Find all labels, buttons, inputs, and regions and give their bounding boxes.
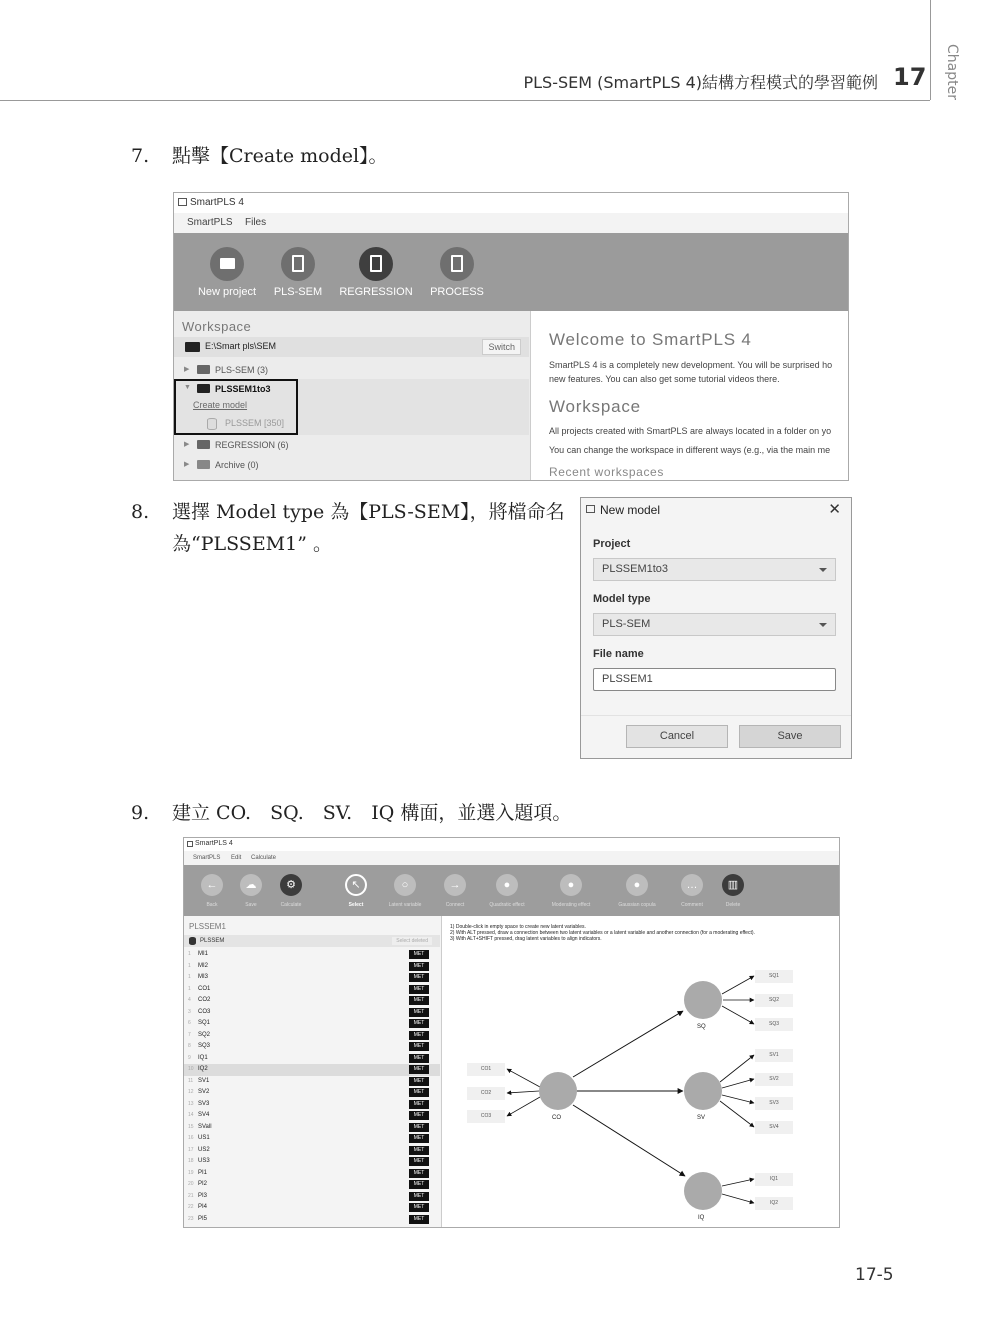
- step-8-text-line-1: 選擇 Model type 為【PLS-SEM】，將檔命名: [172, 501, 565, 523]
- indicator-name: PI5: [198, 1215, 208, 1222]
- smartpls-home-screenshot: [173, 192, 849, 481]
- indicator-index: 17: [188, 1146, 194, 1153]
- indicator-index: 15: [188, 1123, 194, 1130]
- met-badge: MET: [409, 1123, 429, 1132]
- expand-arrow-icon[interactable]: ▶: [184, 366, 190, 373]
- latent-label-iq: IQ: [698, 1215, 705, 1221]
- indicator-index: 7: [188, 1031, 191, 1038]
- menu-smartpls[interactable]: SmartPLS: [193, 855, 221, 861]
- page-number: 17-5: [855, 1265, 894, 1285]
- indicator-box-sq1[interactable]: SQ1: [755, 970, 793, 983]
- step-8-number: 8.: [131, 501, 150, 523]
- toolbar-label: Calculate: [280, 902, 302, 908]
- expand-arrow-icon[interactable]: ▶: [184, 461, 190, 468]
- indicator-name: PI1: [198, 1169, 208, 1176]
- indicator-name: SV2: [198, 1089, 210, 1095]
- path-co-sq[interactable]: [573, 1011, 683, 1077]
- archive-icon: [197, 460, 210, 469]
- collapse-arrow-icon[interactable]: ▼: [184, 384, 191, 391]
- step-9-number: 9.: [131, 802, 150, 824]
- indicator-index: 20: [188, 1181, 194, 1187]
- window-titlebar: [174, 193, 848, 213]
- indicator-index: 4: [188, 997, 191, 1003]
- indicator-row-iq2[interactable]: [184, 1064, 440, 1076]
- chevron-down-icon: [819, 568, 827, 572]
- smartpls-model-screenshot: [183, 837, 840, 1228]
- indicator-row-pi2[interactable]: [184, 1179, 440, 1191]
- toolbar-delete-button[interactable]: [710, 874, 756, 908]
- panel-model-row[interactable]: PLSSEM Select deleted: [184, 935, 440, 947]
- latent-label-co: CO: [552, 1115, 561, 1121]
- loading-sv4: [720, 1101, 754, 1127]
- latent-label-sq: SQ: [697, 1024, 706, 1030]
- indicator-index: 1: [188, 985, 191, 992]
- indicator-name: IQ1: [198, 1054, 208, 1061]
- indicator-index: 12: [188, 1089, 194, 1095]
- indicator-row-mi3[interactable]: [184, 972, 440, 984]
- toolbar-save-icon: ☁: [240, 874, 262, 896]
- toolbar-moderating-effect-icon: ●: [560, 874, 582, 896]
- welcome-line-1: SmartPLS 4 is a completely new development. You will be surprised ho: [549, 360, 833, 370]
- toolbar-label: Moderating effect: [551, 902, 591, 908]
- database-icon: [189, 937, 196, 945]
- window-icon: [187, 841, 193, 847]
- indicator-box-sv1[interactable]: SV1: [755, 1049, 793, 1062]
- indicator-row-mi1[interactable]: [184, 949, 440, 961]
- indicator-index: 18: [188, 1158, 194, 1164]
- indicator-name: PI2: [198, 1181, 208, 1187]
- welcome-line-2: new features. You can also get some tutorial videos there.: [549, 374, 780, 384]
- indicator-index: 11: [188, 1077, 194, 1084]
- indicator-name: MI1: [198, 951, 209, 957]
- step-7-number: 7.: [131, 145, 150, 167]
- latent-label-sv: SV: [697, 1115, 706, 1121]
- toolbar: [174, 233, 848, 311]
- menu-bar: [184, 851, 839, 865]
- open-folder-icon: [185, 342, 200, 352]
- save-button[interactable]: Save: [739, 725, 841, 748]
- toolbar-back-icon: ←: [201, 874, 223, 896]
- indicator-row-pi4[interactable]: [184, 1202, 440, 1214]
- toolbar-label: Delete: [725, 902, 741, 908]
- toolbar-quadratic-effect-button[interactable]: [484, 874, 530, 908]
- indicator-index: 9: [188, 1054, 191, 1061]
- toolbar-latent-variable-button[interactable]: [382, 874, 428, 908]
- indicator-row-co1[interactable]: [184, 984, 440, 996]
- tree-item-plssem1to3[interactable]: ▼ PLSSEM1to3: [174, 379, 529, 435]
- path-co-iq[interactable]: [573, 1105, 685, 1176]
- loading-iq1: [722, 1179, 754, 1186]
- dialog-separator: [581, 715, 851, 716]
- indicator-name: US2: [198, 1146, 210, 1153]
- indicator-row-us2[interactable]: [184, 1145, 440, 1157]
- folder-icon: [197, 440, 210, 449]
- loading-iq2: [722, 1194, 754, 1203]
- indicator-row-svall[interactable]: [184, 1122, 440, 1134]
- toolbar-select-icon: ↖: [345, 874, 367, 896]
- regression-button[interactable]: REGRESSION: [331, 247, 421, 298]
- loading-sq3: [722, 1006, 754, 1024]
- indicator-row-us3[interactable]: [184, 1156, 440, 1168]
- indicator-row-sq3[interactable]: [184, 1041, 440, 1053]
- new-project-button[interactable]: New project: [182, 247, 272, 298]
- met-badge: MET: [409, 1100, 429, 1109]
- indicator-name: SVall: [198, 1123, 212, 1130]
- model-canvas[interactable]: [443, 916, 840, 1228]
- toolbar-calculate-icon: ⚙: [280, 874, 302, 896]
- toolbar: [184, 865, 839, 916]
- workspace-line-2: You can change the workspace in different ways (e.g., via the main me: [549, 445, 831, 455]
- indicator-row-sv3[interactable]: [184, 1099, 440, 1111]
- indicator-row-us1[interactable]: [184, 1133, 440, 1145]
- workspace-title: Workspace: [182, 319, 252, 334]
- highlight-box: [174, 379, 298, 435]
- toolbar-gaussian-copula-icon: ●: [626, 874, 648, 896]
- indicator-row-pi3[interactable]: [184, 1191, 440, 1203]
- toolbar-label: Connect: [445, 902, 465, 908]
- toolbar-latent-variable-icon: ○: [394, 874, 416, 896]
- indicator-name: MI3: [198, 974, 209, 980]
- indicator-index: 13: [188, 1100, 194, 1107]
- step-9-text: 建立 CO. SQ. SV. IQ 構面，並選入題項。: [172, 802, 572, 824]
- met-badge: MET: [409, 1146, 429, 1155]
- pls-sem-button[interactable]: PLS-SEM: [253, 247, 343, 298]
- indicator-row-pi5[interactable]: [184, 1214, 440, 1226]
- model-type-select[interactable]: PLS-SEM: [593, 613, 836, 636]
- toolbar-calculate-button[interactable]: [268, 874, 314, 908]
- select-deleted-button[interactable]: Select deleted: [392, 937, 432, 945]
- header-rule: [0, 100, 930, 101]
- file-name-label: File name: [593, 648, 644, 660]
- indicator-row-sv4[interactable]: [184, 1110, 440, 1122]
- toolbar-moderating-effect-button[interactable]: [548, 874, 594, 908]
- indicator-name: SV4: [198, 1112, 210, 1118]
- panel-title: PLSSEM1: [189, 922, 226, 931]
- indicator-index: 6: [188, 1020, 191, 1026]
- project-panel: [184, 916, 442, 1228]
- workspace-path: E:\Smart pls\SEM: [205, 341, 277, 351]
- met-badge: MET: [409, 1019, 429, 1028]
- hint-line-1: 1) Double-click in empty space to create new latent variables.: [450, 924, 586, 930]
- indicator-row-sq2[interactable]: [184, 1030, 440, 1042]
- expand-arrow-icon[interactable]: ▶: [184, 441, 190, 448]
- indicator-name: US3: [198, 1158, 210, 1164]
- indicator-index: 16: [188, 1135, 194, 1141]
- hint-line-3: 3) With ALT+SHIFT pressed, drag latent variables to align indicators.: [450, 936, 602, 942]
- met-badge: MET: [409, 1042, 429, 1051]
- indicator-name: CO3: [198, 1008, 211, 1015]
- met-badge: MET: [409, 1008, 429, 1017]
- dialog-title: New model: [600, 503, 661, 517]
- loading-co1: [507, 1069, 540, 1087]
- loading-co2: [507, 1091, 539, 1093]
- indicator-box-co1[interactable]: CO1: [467, 1063, 505, 1076]
- indicator-name: PI4: [198, 1204, 208, 1210]
- indicator-box-iq1[interactable]: IQ1: [755, 1173, 793, 1186]
- indicator-index: 21: [188, 1192, 194, 1199]
- latent-variable-co[interactable]: [539, 1072, 577, 1110]
- toolbar-label: Gaussian copula: [618, 902, 656, 908]
- indicator-box-sv2[interactable]: SV2: [755, 1073, 793, 1086]
- close-icon[interactable]: ✕: [828, 501, 841, 518]
- indicator-index: 23: [188, 1215, 194, 1222]
- document-icon: [281, 247, 315, 281]
- indicator-name: US1: [198, 1135, 210, 1141]
- document-icon: [359, 247, 393, 281]
- indicator-name: IQ2: [198, 1066, 208, 1072]
- indicator-box-sq3[interactable]: SQ3: [755, 1018, 793, 1031]
- file-name-input[interactable]: PLSSEM1: [593, 668, 836, 691]
- window-title: SmartPLS 4: [195, 840, 233, 847]
- workspace-line-1: All projects created with SmartPLS are always located in a folder on yo: [549, 426, 832, 436]
- create-model-link[interactable]: Create model: [193, 400, 248, 410]
- toolbar-label: Latent variable: [388, 902, 422, 908]
- met-badge: MET: [409, 1054, 429, 1063]
- tree-item-archive[interactable]: ▶ Archive (0): [184, 460, 259, 470]
- met-badge: MET: [409, 1192, 429, 1201]
- indicator-box-sv4[interactable]: SV4: [755, 1121, 793, 1134]
- menu-smartpls[interactable]: SmartPLS: [187, 217, 233, 228]
- indicator-box-sq2[interactable]: SQ2: [755, 994, 793, 1007]
- indicator-box-co3[interactable]: CO3: [467, 1110, 505, 1123]
- indicator-index: 3: [188, 1008, 191, 1015]
- tree-item-pls-sem[interactable]: ▶ PLS-SEM (3): [184, 365, 269, 375]
- indicator-row-sq1[interactable]: [184, 1018, 440, 1030]
- window-titlebar: [184, 838, 839, 851]
- menu-calculate[interactable]: Calculate: [251, 855, 277, 861]
- indicator-index: 1: [188, 951, 191, 957]
- indicator-name: CO2: [198, 997, 211, 1003]
- indicator-row-iq1[interactable]: [184, 1053, 440, 1065]
- loading-sv2: [722, 1079, 754, 1088]
- indicator-box-iq2[interactable]: IQ2: [755, 1197, 793, 1210]
- loading-sv1: [720, 1055, 754, 1082]
- workspace-heading: Workspace: [549, 397, 641, 416]
- met-badge: MET: [409, 985, 429, 994]
- toolbar-label: Comment: [681, 902, 703, 908]
- chapter-label: Chapter: [944, 44, 960, 100]
- met-badge: MET: [409, 1111, 429, 1120]
- loading-co3: [507, 1097, 540, 1116]
- indicator-index: 22: [188, 1204, 194, 1210]
- indicator-row-pi1[interactable]: [184, 1168, 440, 1180]
- indicator-index: 19: [188, 1169, 194, 1176]
- toolbar-comment-icon: …: [681, 874, 703, 896]
- indicator-index: 8: [188, 1043, 191, 1049]
- met-badge: MET: [409, 1088, 429, 1097]
- toolbar-label: Back: [206, 902, 218, 908]
- indicator-row-co2[interactable]: [184, 995, 440, 1007]
- indicator-box-sv3[interactable]: SV3: [755, 1097, 793, 1110]
- switch-button[interactable]: Switch: [482, 339, 521, 355]
- indicator-name: MI2: [198, 962, 209, 969]
- indicator-name: SQ2: [198, 1031, 211, 1038]
- toolbar-connect-button[interactable]: [432, 874, 478, 908]
- step-8-text-line-2: 為“PLSSEM1” 。: [172, 533, 332, 555]
- toolbar-comment-button[interactable]: [669, 874, 715, 908]
- indicator-index: 14: [188, 1112, 194, 1118]
- met-badge: MET: [409, 1031, 429, 1040]
- indicator-index: 1: [188, 962, 191, 969]
- indicator-name: SQ1: [198, 1020, 211, 1026]
- project-select[interactable]: PLSSEM1to3: [593, 558, 836, 581]
- indicator-row-sv2[interactable]: [184, 1087, 440, 1099]
- loading-sv3: [722, 1095, 754, 1103]
- latent-variable-iq[interactable]: [684, 1172, 722, 1210]
- running-header-title: PLS-SEM (SmartPLS 4)結構方程模式的學習範例: [523, 73, 878, 92]
- process-button[interactable]: PROCESS: [412, 247, 502, 298]
- met-badge: MET: [409, 1169, 429, 1178]
- met-badge: MET: [409, 1065, 429, 1074]
- window-icon: [178, 198, 187, 206]
- project-label: Project: [593, 538, 631, 550]
- met-badge: MET: [409, 962, 429, 971]
- indicator-name: CO1: [198, 985, 211, 992]
- toolbar-label: Quadratic effect: [489, 902, 525, 908]
- indicator-name: SV1: [198, 1077, 210, 1084]
- hint-line-2: 2) With ALT pressed, draw a connection between two latent variables or a latent variable and another connection (for a moderating effect).: [450, 930, 755, 936]
- toolbar-connect-icon: →: [444, 874, 466, 896]
- folder-icon: [197, 365, 210, 374]
- indicator-name: SQ3: [198, 1043, 211, 1049]
- met-badge: MET: [409, 996, 429, 1005]
- window-icon: [586, 505, 595, 513]
- latent-variable-sv[interactable]: [684, 1072, 722, 1110]
- met-badge: MET: [409, 1180, 429, 1189]
- indicator-index: 1: [188, 974, 191, 980]
- welcome-panel: [534, 311, 849, 481]
- met-badge: MET: [409, 1134, 429, 1143]
- indicator-row-co3[interactable]: [184, 1007, 440, 1019]
- header-vertical-rule: [930, 0, 931, 100]
- met-badge: MET: [409, 1203, 429, 1212]
- indicator-box-co2[interactable]: CO2: [467, 1087, 505, 1100]
- welcome-title: Welcome to SmartPLS 4: [549, 330, 752, 349]
- met-badge: MET: [409, 1157, 429, 1166]
- toolbar-delete-icon: ▥: [722, 874, 744, 896]
- toolbar-label: Select: [348, 902, 364, 908]
- tree-item-regression[interactable]: ▶ REGRESSION (6): [184, 440, 289, 450]
- toolbar-select-button[interactable]: [333, 874, 379, 908]
- cancel-button[interactable]: Cancel: [626, 725, 728, 748]
- new-model-dialog: [580, 497, 852, 759]
- window-title: SmartPLS 4: [190, 197, 244, 208]
- met-badge: MET: [409, 1215, 429, 1224]
- met-badge: MET: [409, 973, 429, 982]
- workspace-path-row: [174, 337, 529, 357]
- indicator-index: 10: [188, 1066, 194, 1072]
- recent-workspaces-label: Recent workspaces: [549, 465, 664, 479]
- indicator-name: PI3: [198, 1192, 208, 1199]
- met-badge: MET: [409, 950, 429, 959]
- folder-icon: [210, 247, 244, 281]
- menu-files[interactable]: Files: [245, 217, 267, 228]
- indicator-row-mi2[interactable]: [184, 961, 440, 973]
- step-7-text: 點擊【Create model】。: [172, 145, 388, 167]
- loading-sq1: [722, 976, 754, 994]
- met-badge: MET: [409, 1077, 429, 1086]
- chapter-number: 17: [893, 63, 927, 91]
- indicator-row-sv1[interactable]: [184, 1076, 440, 1088]
- toolbar-quadratic-effect-icon: ●: [496, 874, 518, 896]
- menu-edit[interactable]: Edit: [231, 855, 242, 861]
- model-item[interactable]: PLSSEM [350]: [225, 418, 285, 428]
- toolbar-label: Save: [245, 902, 257, 908]
- model-type-label: Model type: [593, 593, 651, 605]
- toolbar-gaussian-copula-button[interactable]: [614, 874, 660, 908]
- chevron-down-icon: [819, 623, 827, 627]
- indicator-name: SV3: [198, 1100, 210, 1107]
- latent-variable-sq[interactable]: [684, 981, 722, 1019]
- menu-bar: [174, 213, 848, 233]
- document-icon: [440, 247, 474, 281]
